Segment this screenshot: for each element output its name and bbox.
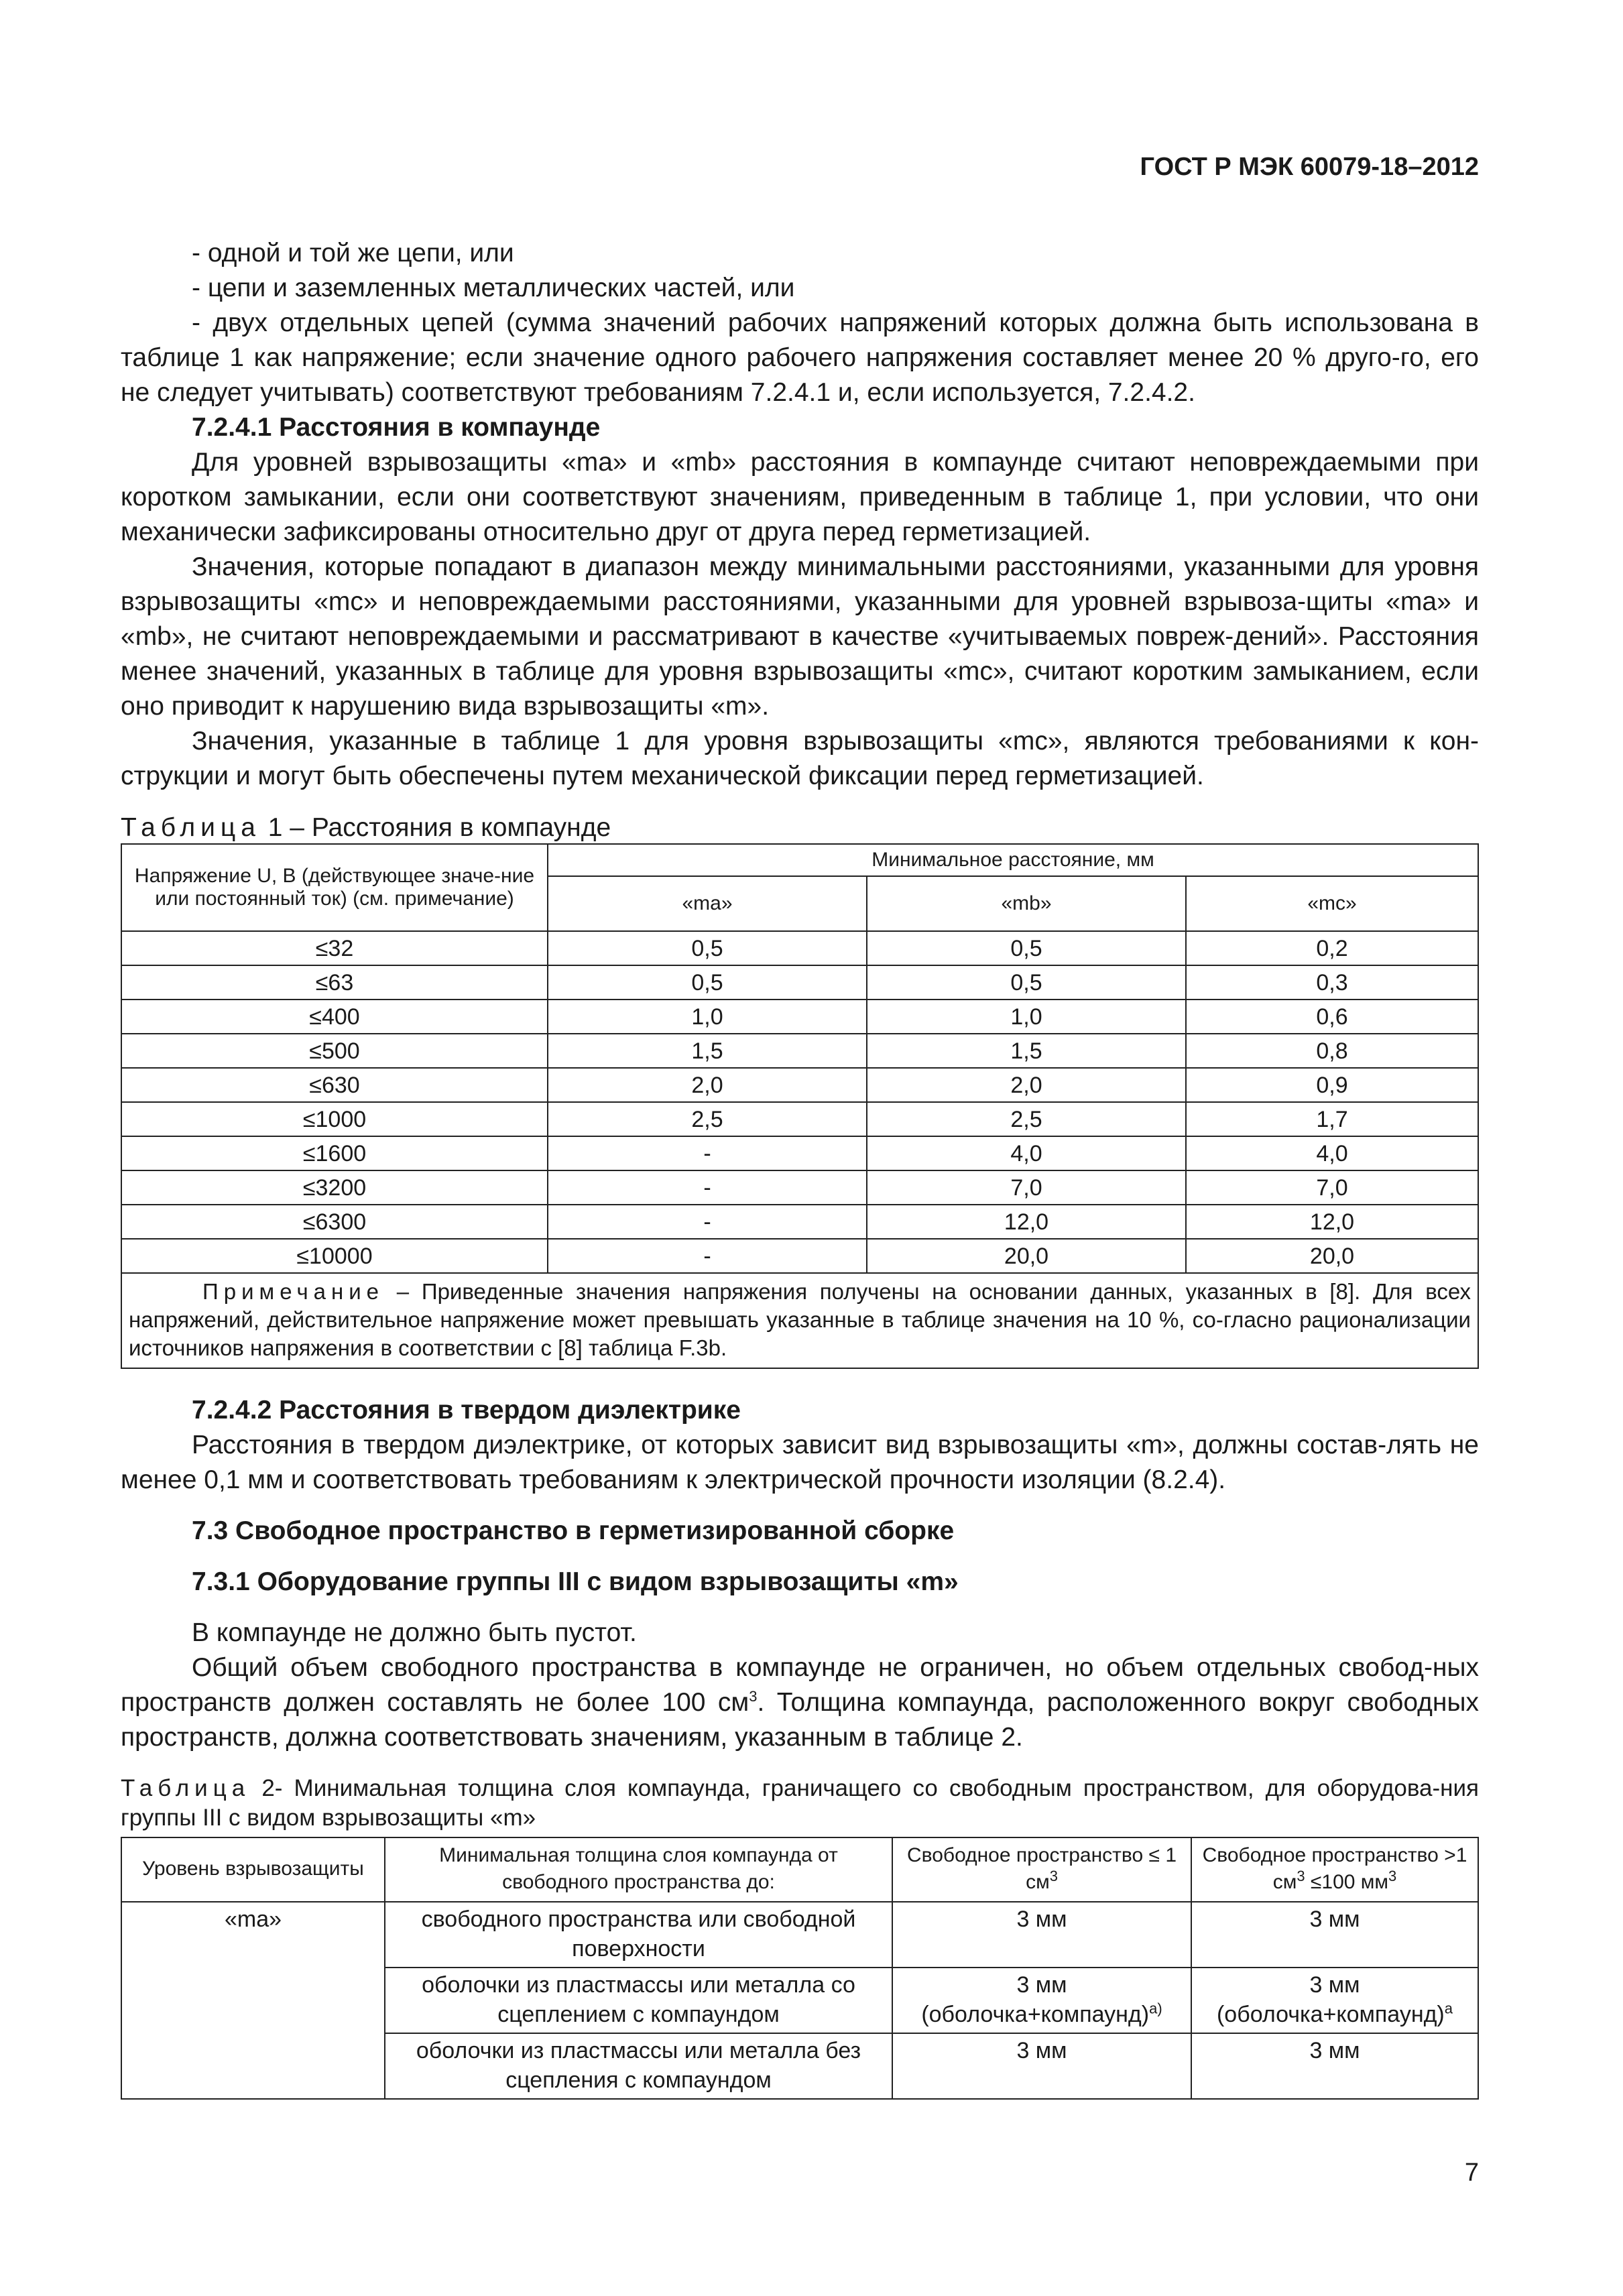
table-row: ≤1600 - 4,0 4,0	[121, 1136, 1478, 1170]
intro-line-1: - одной и той же цепи, или	[192, 239, 514, 267]
paragraph: Для уровней взрывозащиты «ma» и «mb» расстояния в компаунде считают неповреждаемыми при коротком замыкании, если они соответствуют значениям, приведенным в таблице 1, при условии, что они механически зафиксированы относительно друг от друга перед герметизацией.	[121, 448, 1479, 546]
col-min-thickness-header: Минимальная толщина слоя компаунда от свободного пространства до:	[385, 1837, 892, 1902]
table-row: ≤10000 - 20,0 20,0	[121, 1239, 1478, 1273]
table2-caption: Таблица 2- Минимальная толщина слоя компаунда, граничащего со свободным пространством, для оборудова-ния группы III с видом взрывозащиты «m»	[121, 1775, 1479, 1831]
section-heading-731: 7.3.1 Оборудование группы III с видом взрывозащиты «m»	[192, 1567, 959, 1596]
table1-caption: Таблица 1 – Расстояния в компаунде	[121, 813, 611, 842]
table-distances	[121, 843, 1479, 1369]
col-mc-header: «mc»	[1186, 876, 1478, 931]
table-row: оболочки из пластмассы или металла без сцепления с компаундом 3 мм 3 мм	[121, 2033, 1478, 2099]
table-row: ≤3200 - 7,0 7,0	[121, 1170, 1478, 1205]
level-cell: «ma»	[121, 1902, 385, 2099]
table-row: оболочки из пластмассы или металла со сцеплением с компаундом 3 мм (оболочка+компаунд)$^{а)}$ 3 мм (оболочка+компаунд)$^а$	[121, 1968, 1478, 2033]
table-row: ≤6300 - 12,0 12,0	[121, 1205, 1478, 1239]
intro-line-3: - двух отдельных цепей (сумма значений рабочих напряжений которых должна быть использована в таблице 1 как напряжение; если значение одного рабочего напряжения составляет менее 20 % друго-го, его не следует учитывать) соответствуют требованиям 7.2.4.1 и, если используется, 7.2.4.2.	[121, 308, 1479, 407]
table-row: ≤32 0,5 0,5 0,2	[121, 931, 1478, 965]
table-row: ≤63 0,5 0,5 0,3	[121, 965, 1478, 1000]
body-text	[121, 236, 1479, 2100]
col-voltage-header: Напряжение U, В (действующее значе-ние или постоянный ток) (см. примечание)	[121, 844, 548, 931]
paragraph: Общий объем свободного пространства в компаунде не ограничен, но объем отдельных свобод-ных пространств должен составлять не более 100 $см^3$. Толщина компаунда, расположенного вокруг свободных пространств, должна соответствовать значениям, указанным в таблице 2.	[121, 1653, 1479, 1752]
col-level-header: Уровень взрывозащиты	[121, 1837, 385, 1902]
col-free-space-2-header: Свободное пространство >1 $см^3 \le 100$ $мм^3$	[1191, 1837, 1478, 1902]
table-row: «ma» свободного пространства или свободной поверхности 3 мм 3 мм	[121, 1902, 1478, 1968]
col-ma-header: «ma»	[548, 876, 867, 931]
paragraph: Значения, указанные в таблице 1 для уровня взрывозащиты «mc», являются требованиями к кон-струкции и могут быть обеспечены путем механической фиксации перед герметизацией.	[121, 727, 1479, 790]
table1-note: Примечание – Приведенные значения напряжения получены на основании данных, указанных в [8]. Для всех напряжений, действительное напряжение может превышать указанные в таблице значения на 10 %, со-гласно рационализации источников напряжения в соответствии с [8] таблица F.3b.	[121, 1273, 1478, 1368]
intro-line-2: - цепи и заземленных металлических частей, или	[192, 274, 795, 302]
table-compound-thickness	[121, 1837, 1479, 2100]
table-row: ≤400 1,0 1,0 0,6	[121, 1000, 1478, 1034]
col-free-space-1-header: Свободное пространство ≤ 1 $см^3$	[892, 1837, 1191, 1902]
col-min-distance-header: Минимальное расстояние, мм	[548, 844, 1478, 876]
table-row: ≤500 1,5 1,5 0,8	[121, 1034, 1478, 1068]
section-heading-7241: 7.2.4.1 Расстояния в компаунде	[192, 413, 601, 442]
standard-code: ГОСТ Р МЭК 60079-18–2012	[1140, 153, 1479, 181]
table-row: ≤1000 2,5 2,5 1,7	[121, 1102, 1478, 1136]
section-heading-7242: 7.2.4.2 Расстояния в твердом диэлектрике	[192, 1396, 741, 1425]
paragraph: Расстояния в твердом диэлектрике, от которых зависит вид взрывозащиты «m», должны состав-лять не менее 0,1 мм и соответствовать требованиям к электрической прочности изоляции (8.2.4).	[121, 1431, 1479, 1494]
page-number: 7	[1464, 2159, 1479, 2187]
paragraph: Значения, которые попадают в диапазон между минимальными расстояниями, указанными для уровня взрывозащиты «mc» и неповреждаемыми расстояниями, указанными для уровней взрывоза-щиты «ma» и «mb», не считают неповреждаемыми и рассматривают в качестве «учитываемых повреж-дений». Расстояния менее значений, указанных в таблице для уровня взрывозащиты «mc», считают коротким замыканием, если оно приводит к нарушению вида взрывозащиты «m».	[121, 552, 1479, 721]
col-mb-header: «mb»	[867, 876, 1186, 931]
table-row: ≤630 2,0 2,0 0,9	[121, 1068, 1478, 1102]
section-heading-73: 7.3 Свободное пространство в герметизированной сборке	[192, 1516, 955, 1545]
paragraph: В компаунде не должно быть пустот.	[192, 1618, 637, 1647]
